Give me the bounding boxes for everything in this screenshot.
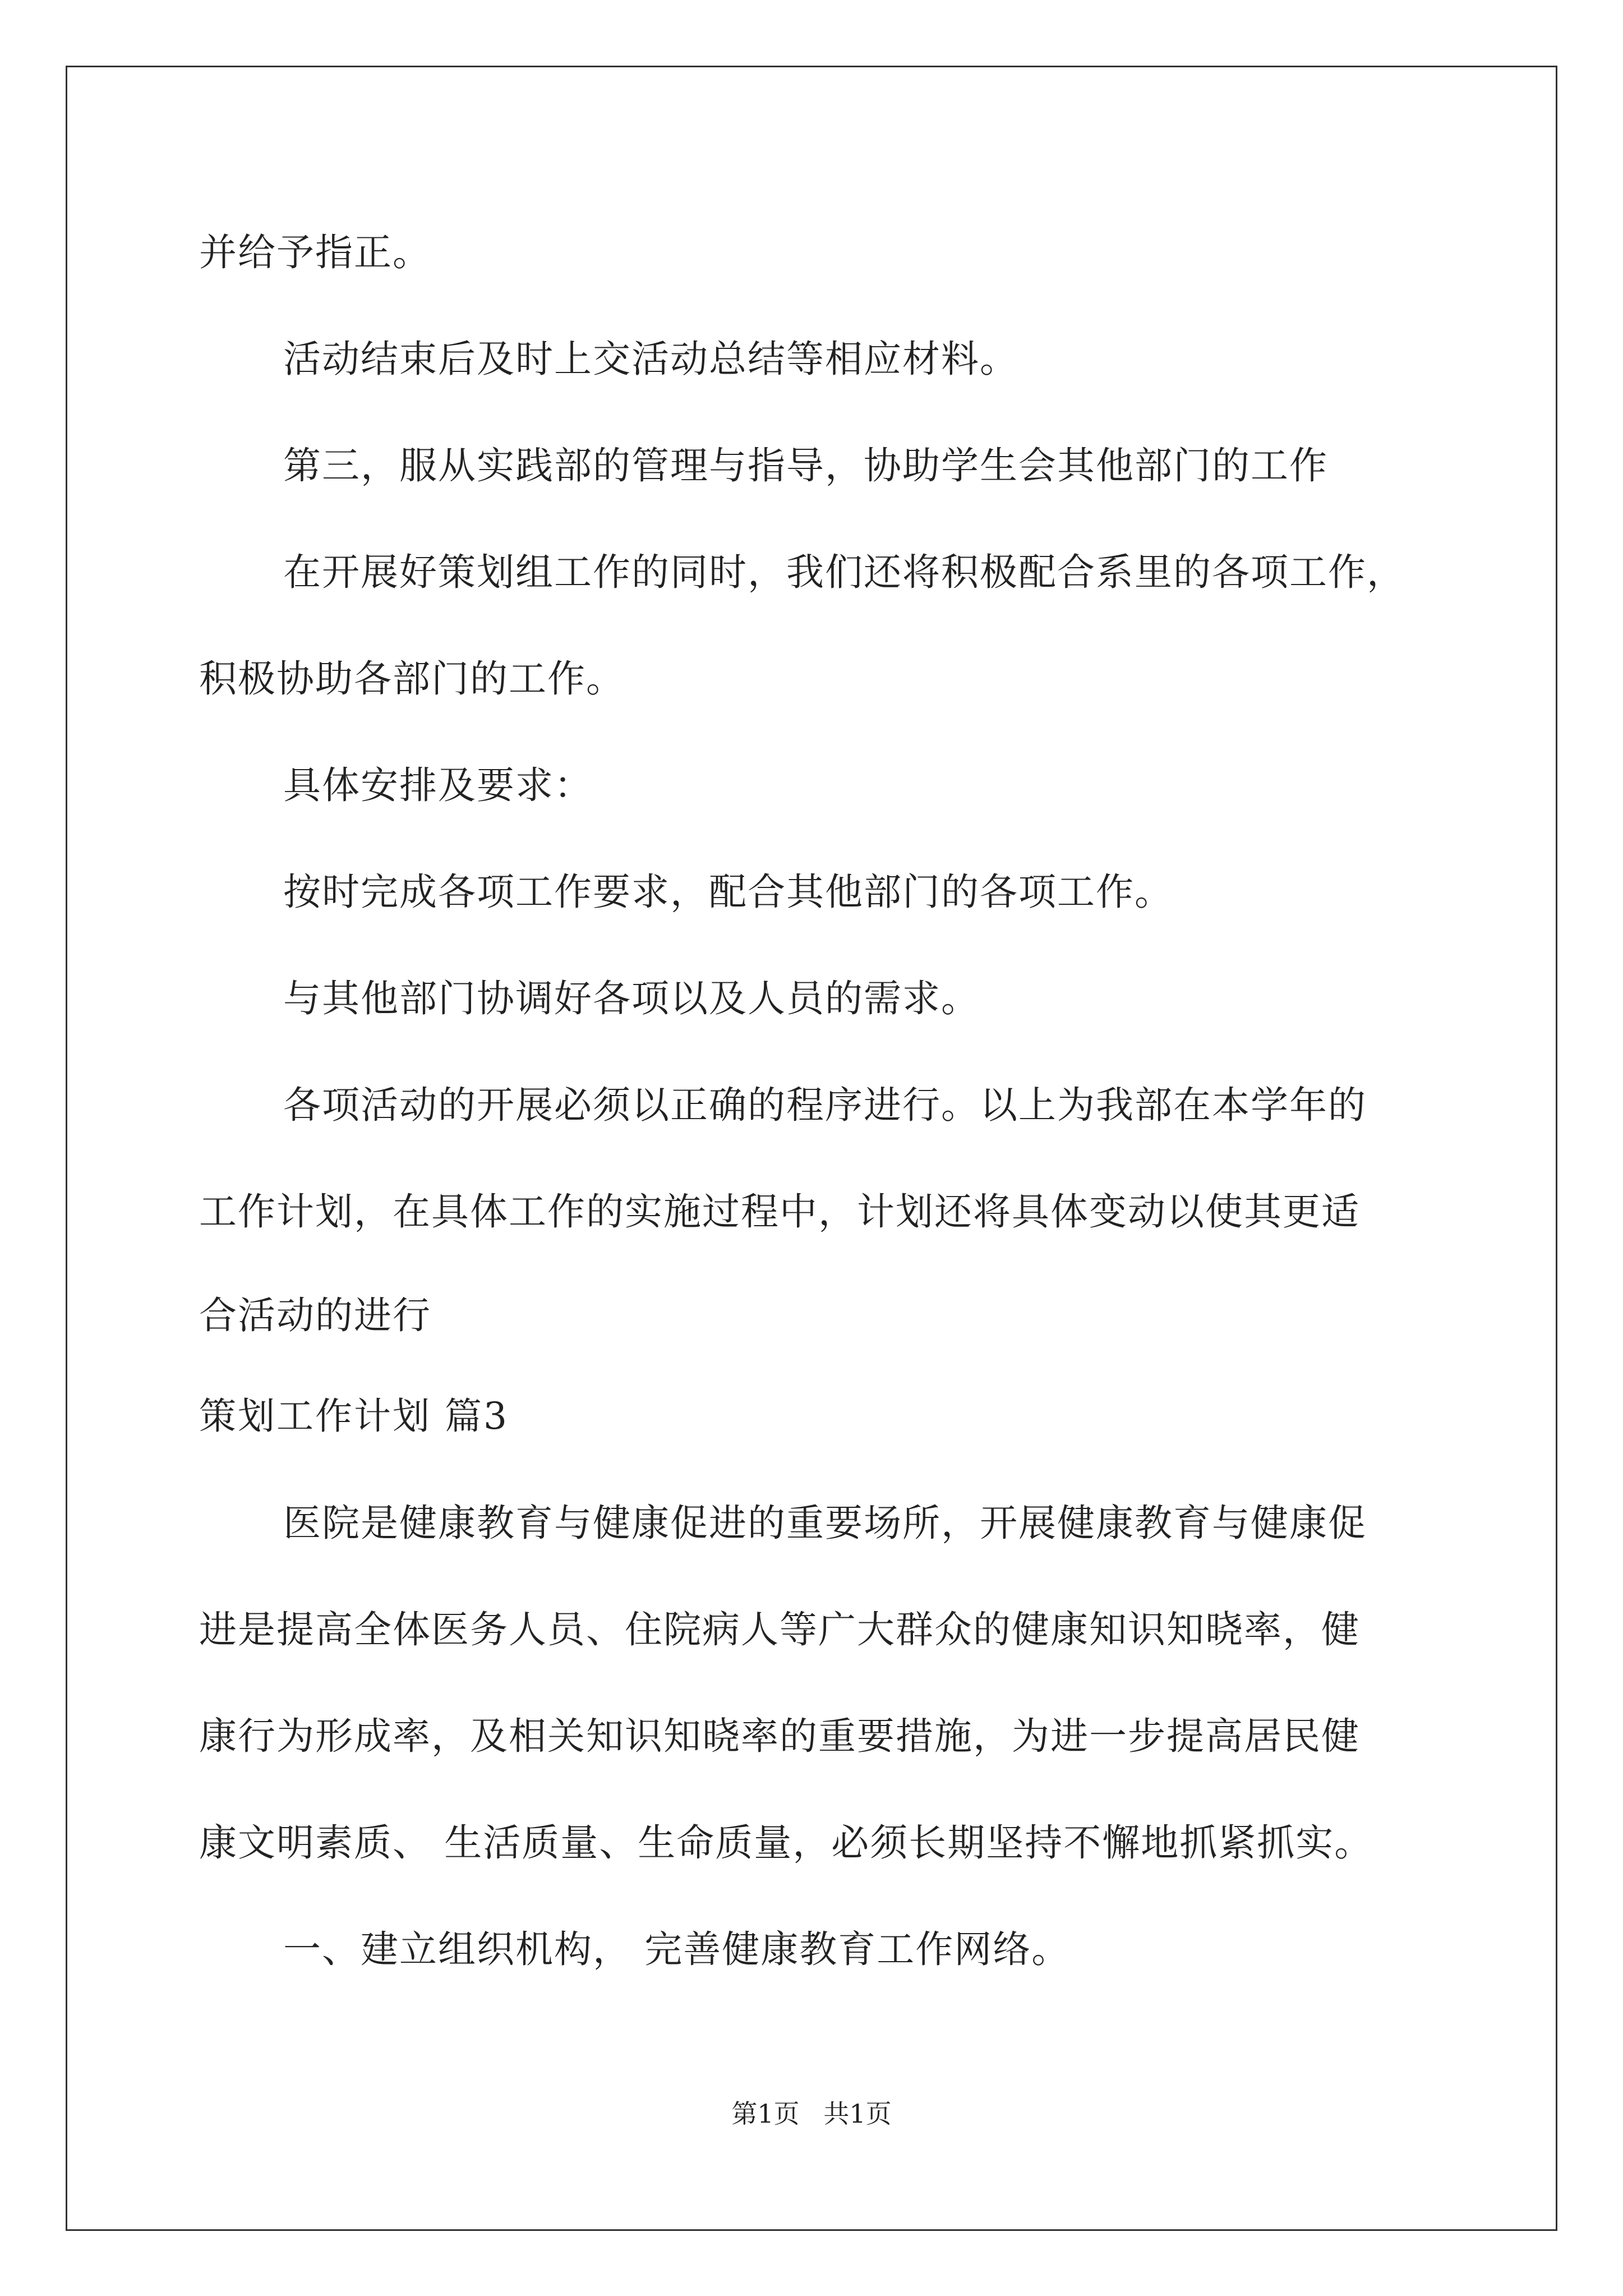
text-line: 一、建立组织机构， 完善健康教育工作网络。 [283, 1927, 1071, 1971]
text-line: 各项活动的开展必须以正确的程序进行。以上为我部在本学年的 [283, 1083, 1367, 1127]
page-number-total: 共1页 [823, 2099, 892, 2129]
text-line: 并给予指正。 [199, 231, 431, 274]
text-line: 与其他部门协调好各项以及人员的需求。 [283, 977, 980, 1020]
text-line: 合活动的进行 [199, 1294, 431, 1337]
text-line: 康行为形成率，及相关知识知晓率的重要措施，为进一步提高居民健 [199, 1714, 1360, 1758]
page-number-current: 第1页 [731, 2099, 800, 2129]
text-line: 进是提高全体医务人员、住院病人等广大群众的健康知识知晓率，健 [199, 1608, 1360, 1651]
text-line: 第三，服从实践部的管理与指导，协助学生会其他部门的工作 [283, 444, 1328, 487]
section-heading: 策划工作计划 篇3 [199, 1395, 509, 1438]
text-line: 活动结束后及时上交活动总结等相应材料。 [283, 337, 1018, 381]
page-footer [0, 2098, 1623, 2129]
text-line: 工作计划，在具体工作的实施过程中，计划还将具体变动以使其更适 [199, 1190, 1360, 1234]
text-line: 积极协助各部门的工作。 [199, 657, 625, 701]
page-border [66, 66, 1557, 2231]
text-line: 在开展好策划组工作的同时，我们还将积极配合系里的各项工作， [283, 550, 1405, 594]
text-line: 具体安排及要求： [283, 763, 593, 807]
text-line: 按时完成各项工作要求，配合其他部门的各项工作。 [283, 870, 1173, 914]
text-line: 康文明素质、 生活质量、生命质量，必须长期坚持不懈地抓紧抓实。 [199, 1821, 1373, 1865]
text-line: 医院是健康教育与健康促进的重要场所，开展健康教育与健康促 [283, 1501, 1367, 1545]
